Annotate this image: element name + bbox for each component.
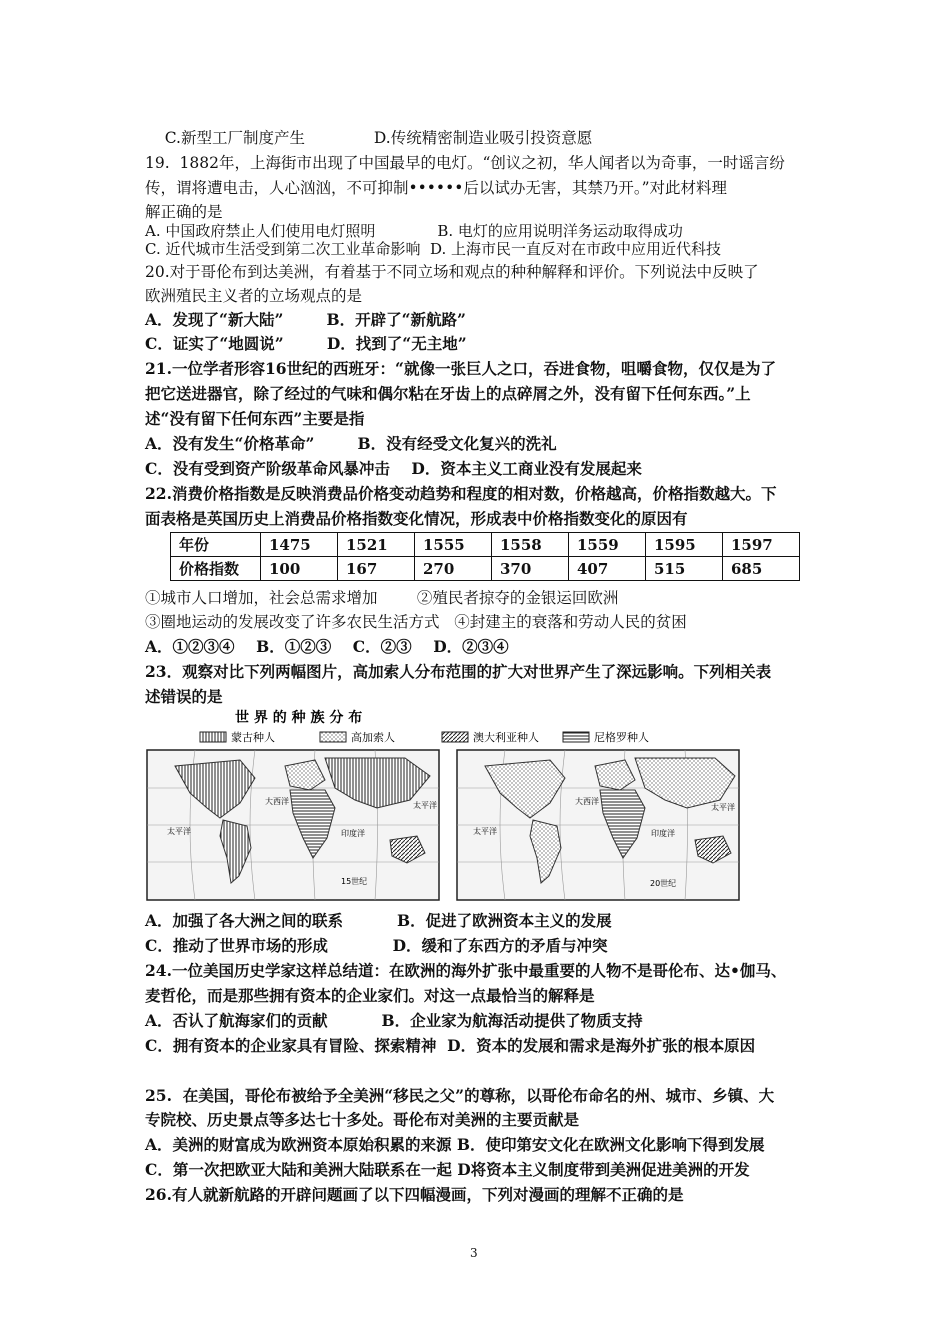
q18-options-cd: C.新型工厂制度产生 D.传统精密制造业吸引投资意愿 — [145, 129, 593, 147]
q22-statements-34: ③圈地运动的发展改变了许多农民生活方式 ④封建主的衰落和劳动人民的贫困 — [145, 613, 687, 631]
table-row-indices — [171, 557, 800, 581]
race-distribution-figure — [145, 708, 741, 908]
q20-options-ab: A．发现了“新大陆” B．开辟了“新航路” — [145, 310, 466, 329]
legend-label: 尼格罗种人 — [594, 731, 649, 744]
table-cell: 167 — [338, 557, 415, 581]
q19-options-ab: A. 中国政府禁止人们使用电灯照明 B. 电灯的应用说明洋务运动取得成功 — [145, 222, 683, 240]
q23-stem-line2: 述错误的是 — [145, 687, 223, 706]
table-header-year: 年份 — [171, 533, 261, 557]
q24-options-ab: A．否认了航海家们的贡献 B．企业家为航海活动提供了物质支持 — [145, 1011, 643, 1030]
q19-options-cd: C. 近代城市生活受到第二次工业革命影响 D. 上海市民一直反对在市政中应用近代科技 — [145, 240, 722, 258]
legend-label: 高加索人 — [351, 731, 395, 744]
table-cell: 407 — [569, 557, 646, 581]
table-cell: 1559 — [569, 533, 646, 557]
table-cell: 370 — [492, 557, 569, 581]
table-cell: 270 — [415, 557, 492, 581]
table-header-index: 价格指数 — [171, 557, 261, 581]
table-row-years — [171, 533, 800, 557]
q26-stem: 26.有人就新航路的开辟问题画了以下四幅漫画，下列对漫画的理解不正确的是 — [145, 1185, 684, 1204]
q21-options-ab: A．没有发生“价格革命” B．没有经受文化复兴的洗礼 — [145, 434, 557, 453]
legend-label: 澳大利亚种人 — [473, 731, 539, 744]
legend-label: 蒙古种人 — [231, 731, 275, 744]
legend-swatch-australoid — [442, 732, 468, 742]
price-index-table — [170, 532, 800, 581]
page-number: 3 — [470, 1246, 478, 1260]
ocean-label: 大西洋 — [265, 797, 289, 806]
q20-stem-line2: 欧洲殖民主义者的立场观点的是 — [145, 287, 363, 305]
q19-stem-line2: 传，谓将遭电击，人心汹汹，不可抑制••••••后以试办无害，其禁乃开。”对此材料理 — [145, 179, 728, 197]
q22-stem-line1: 22.消费价格指数是反映消费品价格变动趋势和程度的相对数，价格越高，价格指数越大。下 — [145, 484, 777, 503]
q23-options-cd: C．推动了世界市场的形成 D．缓和了东西方的矛盾与冲突 — [145, 936, 608, 955]
ocean-label: 太平洋 — [473, 827, 497, 836]
ocean-label: 印度洋 — [341, 829, 365, 838]
ocean-label: 大西洋 — [575, 797, 599, 806]
table-cell: 685 — [723, 557, 800, 581]
q23-options-ab: A．加强了各大洲之间的联系 B．促进了欧洲资本主义的发展 — [145, 911, 612, 930]
figure-legend — [200, 730, 649, 744]
ocean-label: 太平洋 — [167, 827, 191, 836]
q21-options-cd: C．没有受到资产阶级革命风暴冲击 D．资本主义工商业没有发展起来 — [145, 459, 642, 478]
q21-stem-line3: 述“没有留下任何东西”主要是指 — [145, 409, 365, 428]
q25-stem-line1: 25. 在美国，哥伦布被给予全美洲“移民之父”的尊称，以哥伦布命名的州、城市、乡镇、大 — [145, 1086, 775, 1105]
q24-stem-line2: 麦哲伦，而是那些拥有资本的企业家们。对这一点最恰当的解释是 — [145, 986, 595, 1005]
map-year-label: 20世纪 — [650, 879, 677, 888]
q24-options-cd: C．拥有资本的企业家具有冒险、探索精神 D．资本的发展和需求是海外扩张的根本原因 — [145, 1036, 756, 1055]
q22-options: A．①②③④ B．①②③ C．②③ D．②③④ — [145, 637, 509, 656]
q20-stem-line1: 20.对于哥伦布到达美洲，有着基于不同立场和观点的种种解释和评价。下列说法中反映了 — [145, 263, 759, 281]
q25-options-ab: A．美洲的财富成为欧洲资本原始积累的来源 B．使印第安文化在欧洲文化影响下得到发展 — [145, 1135, 765, 1154]
q22-statements-12: ①城市人口增加，社会总需求增加 ②殖民者掠夺的金银运回欧洲 — [145, 589, 619, 607]
ocean-label: 太平洋 — [413, 801, 437, 810]
q21-stem-line1: 21.一位学者形容16世纪的西班牙：“就像一张巨人之口，吞进食物，咀嚼食物，仅仅是为了 — [145, 359, 776, 378]
table-cell: 1475 — [261, 533, 338, 557]
legend-swatch-mongoloid — [200, 732, 226, 742]
ocean-label: 太平洋 — [711, 803, 735, 812]
map-15th-century — [147, 750, 439, 900]
legend-swatch-caucasian — [320, 732, 346, 742]
q19-stem-line3: 解正确的是 — [145, 203, 223, 221]
ocean-label: 印度洋 — [651, 829, 675, 838]
table-cell: 1595 — [646, 533, 723, 557]
q25-stem-line2: 专院校、历史景点等多达七十多处。哥伦布对美洲的主要贡献是 — [145, 1110, 580, 1129]
table-cell: 515 — [646, 557, 723, 581]
legend-swatch-negroid — [563, 732, 589, 742]
q21-stem-line2: 把它送进器官，除了经过的气味和偶尔粘在牙齿上的点碎屑之外，没有留下任何东西。”上 — [145, 384, 751, 403]
q23-stem-line1: 23．观察对比下列两幅图片，高加索人分布范围的扩大对世界产生了深远影响。下列相关表 — [145, 662, 772, 681]
table-cell: 1558 — [492, 533, 569, 557]
q20-options-cd: C．证实了“地圆说” D．找到了“无主地” — [145, 334, 467, 353]
map-20th-century — [457, 750, 739, 900]
q19-stem-line1: 19. 1882年，上海街市出现了中国最早的电灯。“创议之初，华人闻者以为奇事，一时谣言纷 — [145, 154, 785, 172]
table-cell: 100 — [261, 557, 338, 581]
q25-options-cd: C．第一次把欧亚大陆和美洲大陆联系在一起 D将资本主义制度带到美洲促进美洲的开发 — [145, 1160, 750, 1179]
q22-stem-line2: 面表格是英国历史上消费品价格指数变化情况，形成表中价格指数变化的原因有 — [145, 509, 688, 528]
q24-stem-line1: 24.一位美国历史学家这样总结道：在欧洲的海外扩张中最重要的人物不是哥伦布、达•伽马、 — [145, 961, 787, 980]
table-cell: 1555 — [415, 533, 492, 557]
figure-title: 世 界 的 种 族 分 布 — [235, 710, 363, 726]
table-cell: 1597 — [723, 533, 800, 557]
table-cell: 1521 — [338, 533, 415, 557]
map-year-label: 15世纪 — [341, 877, 368, 886]
